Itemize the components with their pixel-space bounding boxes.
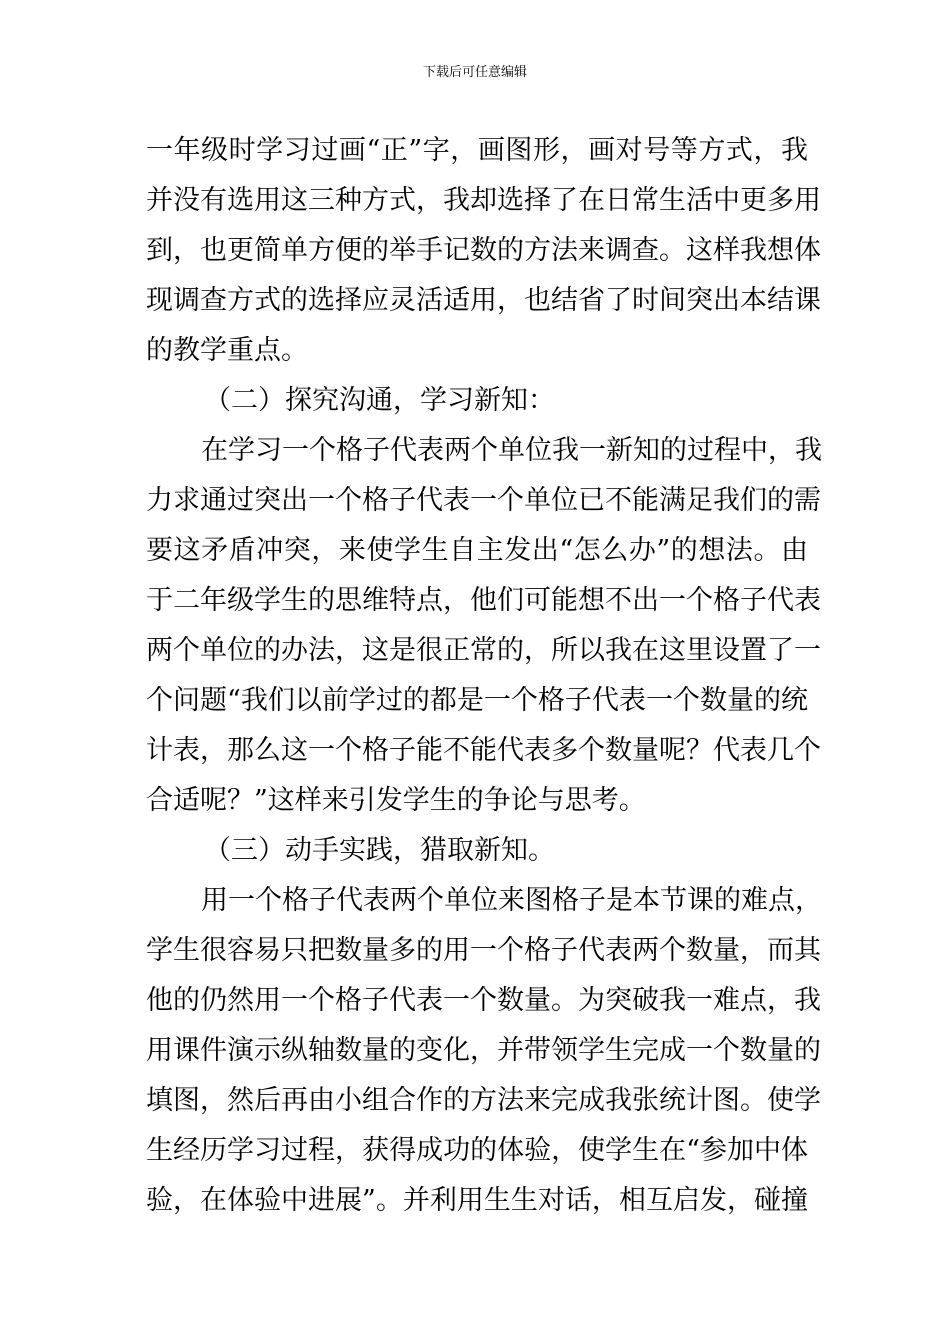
text-line: 合适呢？”这样来引发学生的争论与思考。 [146, 785, 646, 816]
text-line: 的教学重点。 [146, 335, 308, 366]
text-line: 在学习一个格子代表两个单位我一新知的过程中，我 [201, 435, 822, 466]
text-line: 他的仍然用一个格子代表一个数量。为突破我一难点，我 [146, 985, 821, 1016]
section-heading: （二）探究沟通，学习新知： [204, 385, 555, 416]
text-line: 个问题“我们以前学过的都是一个格子代表一个数量的统 [146, 685, 808, 716]
text-line: 到，也更简单方便的举手记数的方法来调查。这样我想体 [146, 235, 821, 266]
text-line: 用课件演示纵轴数量的变化，并带领学生完成一个数量的 [146, 1035, 821, 1066]
text-line: 填图，然后再由小组合作的方法来完成我张统计图。使学 [146, 1085, 821, 1116]
text-line: 力求通过突出一个格子代表一个单位已不能满足我们的需 [146, 485, 821, 516]
text-line: 学生很容易只把数量多的用一个格子代表两个数量，而其 [146, 935, 821, 966]
text-line: 并没有选用这三种方式，我却选择了在日常生活中更多用 [146, 185, 821, 216]
text-line: 计表，那么这一个格子能不能代表多个数量呢？代表几个 [146, 735, 821, 766]
text-line: 于二年级学生的思维特点，他们可能想不出一个格子代表 [146, 585, 821, 616]
section-heading: （三）动手实践，猎取新知。 [204, 835, 555, 866]
text-line: 两个单位的办法，这是很正常的，所以我在这里设置了一 [146, 635, 821, 666]
text-line: 用一个格子代表两个单位来图格子是本节课的难点， [201, 885, 822, 916]
page-header: 下载后可任意编辑 [422, 65, 527, 80]
text-line: 要这矛盾冲突，来使学生自主发出“怎么办”的想法。由 [146, 535, 808, 566]
text-line: 验，在体验中进展”。并利用生生对话，相互启发，碰撞 [146, 1185, 808, 1216]
text-line: 生经历学习过程，获得成功的体验，使学生在“参加中体 [146, 1135, 808, 1166]
document-body [146, 126, 822, 1226]
text-line: 一年级时学习过画“正”字，画图形，画对号等方式，我 [146, 135, 808, 166]
text-line: 现调查方式的选择应灵活适用，也结省了时间突出本结课 [146, 285, 821, 316]
